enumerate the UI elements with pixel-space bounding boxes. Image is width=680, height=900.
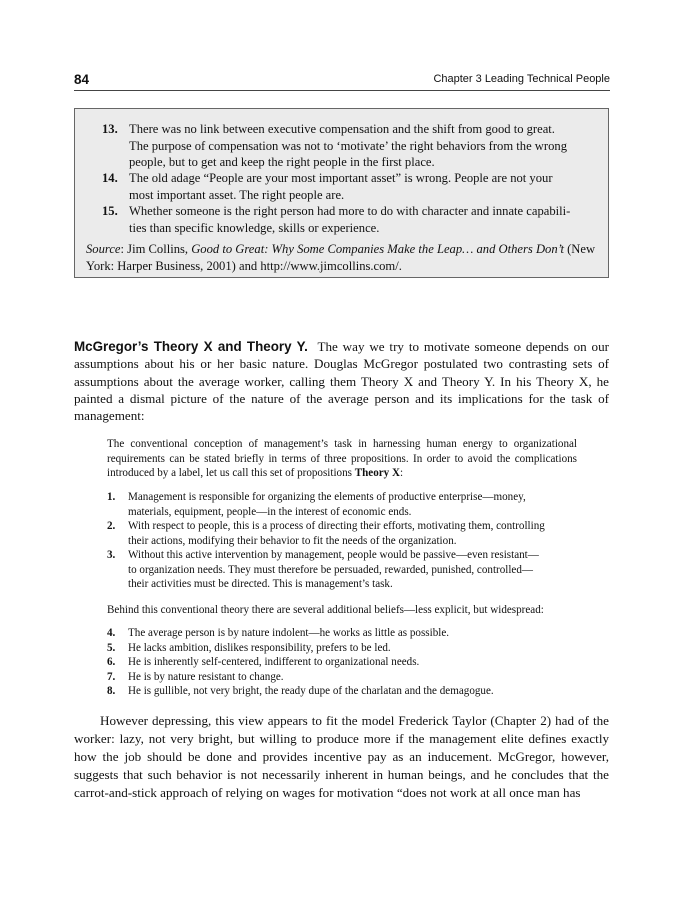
quote-intro — [107, 437, 577, 481]
proposition-line: Management is responsible for organizing the elements of productive enterprise—money, — [128, 491, 526, 503]
section-paragraph — [74, 338, 609, 424]
belief-number: 4. — [107, 627, 116, 639]
proposition-line: materials, equipment, people—in the interest of economic ends. — [128, 505, 412, 518]
source-book-title: Good to Great: Why Some Companies Make the Leap… and Others Don’t — [191, 242, 564, 256]
section-body: The way we try to motivate someone depends on our assumptions about his or her basic nature. Douglas McGregor postulated two contrasting sets of assumptions about the average worker, calling them Theory X and Theory Y. In his Theory X, he painted a dismal picture of the nature of the average person and its implications for the task of management: — [74, 339, 610, 424]
source-citation — [86, 241, 601, 275]
box-item-number: 14. — [102, 171, 118, 185]
proposition-line: Without this active intervention by management, people would be passive—even resistant— — [128, 549, 539, 561]
closing-paragraph: However depressing, this view appears to fit the model Frederick Taylor (Chapter 2) had of the worker: lazy, not very bright, but willing to produce more if the management elite defines exactly how the job should be done and provides incentive pay as an inducement. McGregor, however, suggests that such behavior is not necessarily inherent in human beings, and he concludes that the carrot-and-stick approach of relying on wages for motivation “does not work at all once man has — [74, 713, 609, 801]
beliefs-intro: Behind this conventional theory there are several additional beliefs—less explicit, but widespread: — [107, 604, 544, 616]
belief-number: 5. — [107, 641, 116, 654]
proposition-line: their actions, modifying their behavior to fit the needs of the organization. — [128, 534, 457, 547]
box-item-line: most important asset. The right people are. — [129, 187, 345, 202]
box-item-line: The old adage “People are your most important asset” is wrong. People are not your — [129, 171, 553, 185]
box-item-line: ties than specific knowledge, skills or experience. — [129, 220, 380, 235]
belief-number: 8. — [107, 685, 116, 697]
proposition-line: With respect to people, this is a process of directing their efforts, motivating them, controlling — [128, 520, 545, 532]
running-head: Chapter 3 Leading Technical People — [433, 73, 610, 85]
proposition-number: 2. — [107, 520, 116, 532]
belief-text: He lacks ambition, dislikes responsibility, prefers to be led. — [128, 641, 391, 654]
quote-intro-end: : — [400, 467, 404, 480]
box-item-line: Whether someone is the right person had more to do with character and innate capabili- — [129, 204, 571, 218]
proposition-number: 1. — [107, 491, 116, 503]
source-author: : Jim Collins, — [120, 242, 192, 256]
belief-text: He is gullible, not very bright, the ready dupe of the charlatan and the demagogue. — [128, 685, 494, 697]
box-item-line: people, but to get and keep the right people in the first place. — [129, 155, 435, 169]
sidebar-box — [74, 108, 609, 278]
box-item-number: 13. — [102, 122, 118, 136]
section-title: McGregor’s Theory X and Theory Y. — [74, 339, 308, 354]
belief-text: The average person is by nature indolent—he works as little as possible. — [128, 627, 450, 639]
box-item-line: The purpose of compensation was not to ‘motivate’ the right behaviors from the wrong — [129, 138, 567, 153]
proposition-line: their activities must be directed. This is management’s task. — [128, 578, 393, 591]
belief-text: He is inherently self-centered, indifferent to organizational needs. — [128, 656, 420, 668]
page-number: 84 — [74, 72, 90, 87]
source-publisher: (New York: Harper Business, 2001) and http://www.jimcollins.com/. — [86, 242, 596, 273]
running-header — [74, 72, 610, 91]
box-item-line: There was no link between executive compensation and the shift from good to great. — [129, 122, 555, 136]
quote-intro-text: The conventional conception of management’s task in harnessing human energy to organizational requirements can be stated briefly in terms of three propositions. In order to avoid the complications introduced by a label, let us call this set of propositions — [107, 438, 577, 480]
belief-number: 6. — [107, 656, 116, 668]
proposition-number: 3. — [107, 549, 116, 561]
proposition-line: to organization needs. They must therefore be persuaded, rewarded, punished, controlled— — [128, 563, 533, 576]
box-item-number: 15. — [102, 204, 118, 218]
source-label: Source — [86, 242, 121, 256]
belief-number: 7. — [107, 670, 116, 683]
theory-x-term: Theory X — [354, 467, 401, 480]
belief-text: He is by nature resistant to change. — [128, 670, 284, 683]
